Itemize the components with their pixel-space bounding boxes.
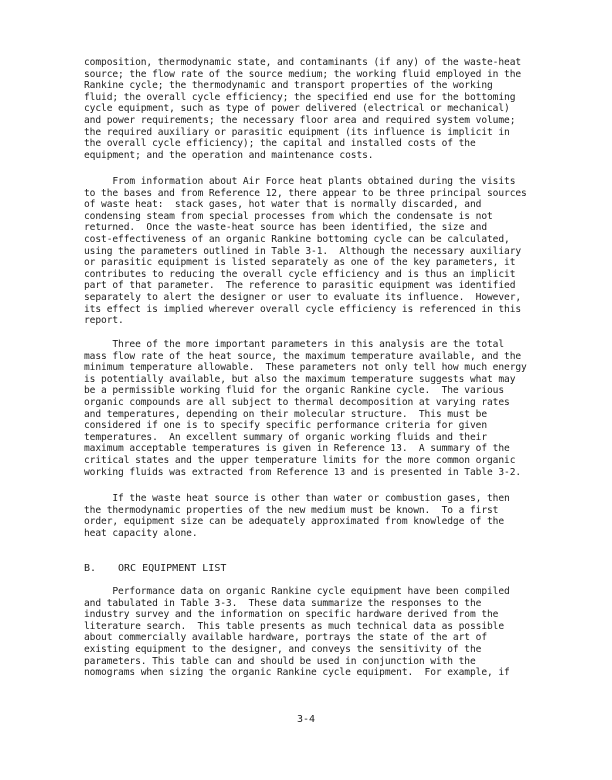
text-line: working fluids was extracted from Reference 13 and is presented in Table 3-2. <box>84 466 522 478</box>
text-line: cost-effectiveness of an organic Rankine bottoming cycle can be calculated, <box>84 233 510 245</box>
text-line: equipment; and the operation and maintenance costs. <box>84 149 374 161</box>
text-line: the thermodynamic properties of the new medium must be known. To a first <box>84 504 499 516</box>
text-line: the required auxiliary or parasitic equipment (its influence is implicit in <box>84 126 510 138</box>
text-line: be a permissible working fluid for the organic Rankine cycle. The various <box>84 385 505 397</box>
text-line: parameters. This table can and should be used in conjunction with the <box>84 655 476 667</box>
section-heading <box>84 563 226 575</box>
text-line: Performance data on organic Rankine cycle equipment have been compiled <box>84 586 510 597</box>
text-line: returned. Once the waste-heat source has been identified, the size and <box>84 222 487 234</box>
text-line: industry survey and the information on specific hardware derived from the <box>84 609 499 621</box>
text-line: heat capacity alone. <box>84 527 198 539</box>
text-line: existing equipment to the designer, and conveys the sensitivity of the <box>84 643 482 655</box>
text-line: order, equipment size can be adequately approximated from knowledge of the <box>84 516 505 528</box>
text-line: source; the flow rate of the source medium; the working fluid employed in the <box>84 68 522 80</box>
text-line: temperatures. An excellent summary of organic working fluids and their <box>84 431 487 443</box>
text-line: From information about Air Force heat plants obtained during the visits <box>84 176 516 187</box>
text-line: contributes to reducing the overall cycle efficiency and is thus an implicit <box>84 268 516 280</box>
paragraph-2 <box>84 176 554 327</box>
text-line: using the parameters outlined in Table 3-1. Although the necessary auxiliary <box>84 245 522 257</box>
text-line: is potentially available, but also the maximum temperature suggests what may <box>84 373 516 385</box>
paragraph-3 <box>84 339 554 478</box>
text-line: composition, thermodynamic state, and contaminants (if any) of the waste-heat <box>84 57 522 68</box>
text-line: minimum temperature allowable. These parameters not only tell how much energy <box>84 362 527 374</box>
text-line: to the bases and from Reference 12, there appear to be three principal sources <box>84 187 527 199</box>
text-line: and power requirements; the necessary floor area and required system volume; <box>84 114 516 126</box>
text-line: critical states and the upper temperature limits for the more common organic <box>84 454 516 466</box>
paragraph-4 <box>84 493 554 539</box>
section-number: B. <box>84 563 97 574</box>
text-line: Three of the more important parameters in this analysis are the total <box>84 339 505 350</box>
text-line: literature search. This table presents as much technical data as possible <box>84 620 505 632</box>
text-line: the overall cycle efficiency); the capital and installed costs of the <box>84 138 476 150</box>
text-line: its effect is implied wherever overall cycle efficiency is referenced in this <box>84 303 522 315</box>
text-line: report. <box>84 315 124 327</box>
text-line: and temperatures, depending on their molecular structure. This must be <box>84 408 487 420</box>
text-line: fluid; the overall cycle efficiency; the specified end use for the bottoming <box>84 91 516 103</box>
text-line: separately to alert the designer or user to evaluate its influence. However, <box>84 291 522 303</box>
text-line: of waste heat: stack gases, hot water that is normally discarded, and <box>84 199 482 211</box>
text-line: condensing steam from special processes from which the condensate is not <box>84 210 493 222</box>
text-line: cycle equipment, such as type of power delivered (electrical or mechanical) <box>84 103 510 115</box>
section-title: ORC EQUIPMENT LIST <box>118 563 227 574</box>
paragraph-1 <box>84 57 554 161</box>
page-number: 3-4 <box>296 714 316 725</box>
text-line: nomograms when sizing the organic Rankine cycle equipment. For example, if <box>84 667 510 679</box>
text-line: about commercially available hardware, portrays the state of the art of <box>84 632 487 644</box>
text-line: and tabulated in Table 3-3. These data summarize the responses to the <box>84 597 482 609</box>
text-line: maximum acceptable temperatures is given in Reference 13. A summary of the <box>84 443 510 455</box>
paragraph-5 <box>84 586 554 679</box>
text-line: mass flow rate of the heat source, the maximum temperature available, and the <box>84 350 522 362</box>
text-line: considered if one is to specify specific performance criteria for given <box>84 420 487 432</box>
text-line: If the waste heat source is other than water or combustion gases, then <box>84 493 510 504</box>
text-line: Rankine cycle; the thermodynamic and transport properties of the working <box>84 80 493 92</box>
text-line: organic compounds are all subject to thermal decomposition at varying rates <box>84 396 510 408</box>
text-line: or parasitic equipment is listed separately as one of the key parameters, it <box>84 257 516 269</box>
text-line: part of that parameter. The reference to parasitic equipment was identified <box>84 280 516 292</box>
